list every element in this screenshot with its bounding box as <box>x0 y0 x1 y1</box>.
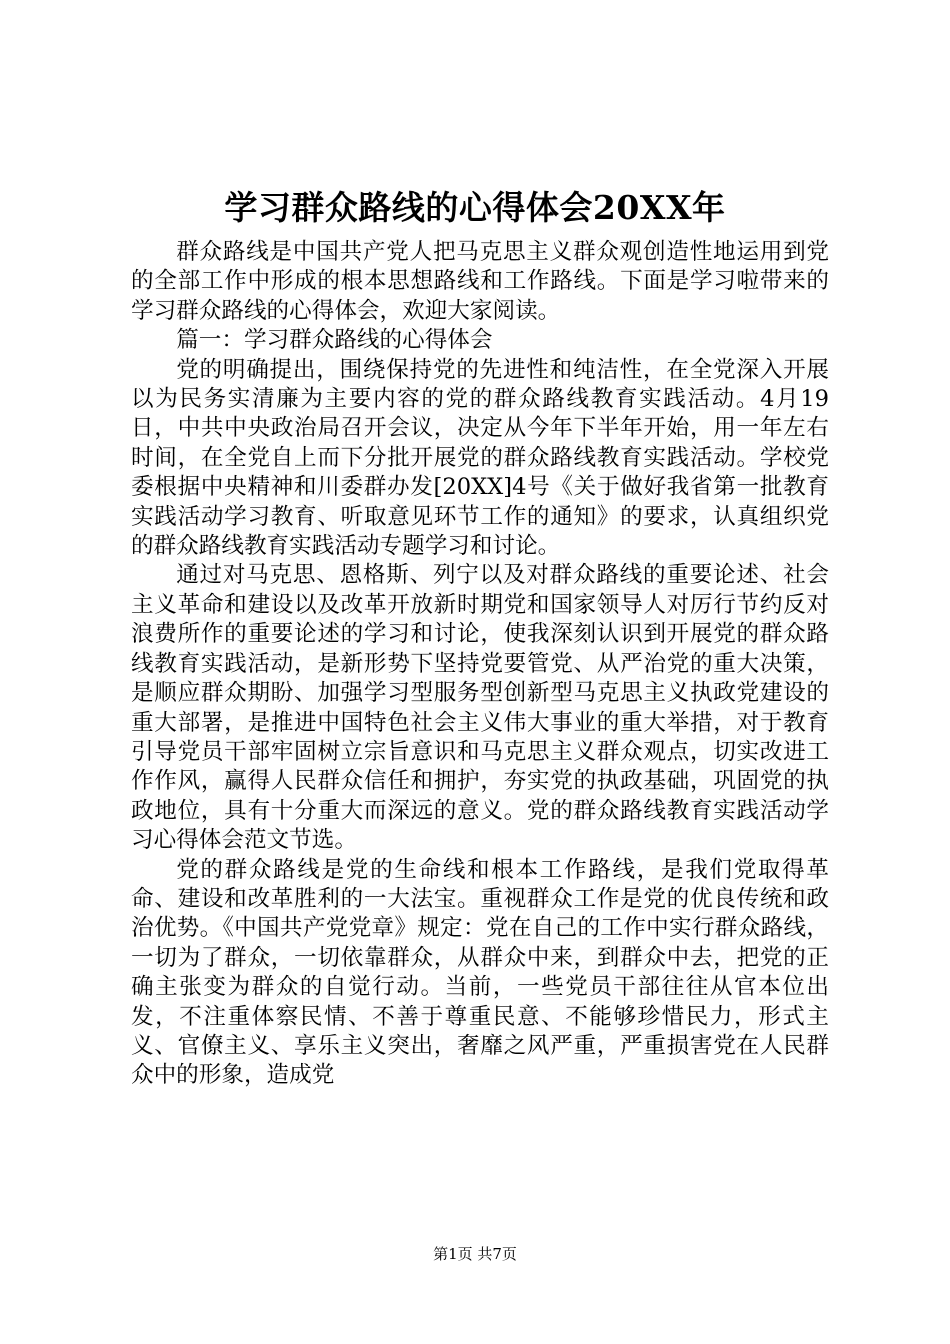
paragraph-1: 党的明确提出，围绕保持党的先进性和纯洁性，在全党深入开展以为民务实清廉为主要内容的党的群众路线教育实践活动。4月19日，中共中央政治局召开会议，决定从今年下半年开始，用一年左右时间，在全党自上而下分批开展党的群众路线教育实践活动。学校党委根据中央精神和川委群办发[20XX]4号《关于做好我省第一批教育实践活动学习教育、听取意见环节工作的通知》的要求，认真组织党的群众路线教育实践活动专题学习和讨论。 <box>131 356 829 560</box>
document-body <box>131 238 829 1091</box>
page-footer: 第1页 共7页 <box>433 1245 517 1263</box>
paragraph-3: 党的群众路线是党的生命线和根本工作路线，是我们党取得革命、建设和改革胜利的一大法宝。重视群众工作是党的优良传统和政治优势。《中国共产党党章》规定：党在自己的工作中实行群众路线，一切为了群众，一切依靠群众，从群众中来，到群众中去，把党的正确主张变为群众的自觉行动。当前，一些党员干部往往从官本位出发，不注重体察民情、不善于尊重民意、不能够珍惜民力，形式主义、官僚主义、享乐主义突出，奢靡之风严重，严重损害党在人民群众中的形象，造成党 <box>131 856 829 1089</box>
paragraph-2: 通过对马克思、恩格斯、列宁以及对群众路线的重要论述、社会主义革命和建设以及改革开放新时期党和国家领导人对厉行节约反对浪费所作的重要论述的学习和讨论，使我深刻认识到开展党的群众路线教育实践活动，是新形势下坚持党要管党、从严治党的重大决策，是顺应群众期盼、加强学习型服务型创新型马克思主义执政党建设的重大部署，是推进中国特色社会主义伟大事业的重大举措，对于教育引导党员干部牢固树立宗旨意识和马克思主义群众观点，切实改进工作作风，赢得人民群众信任和拥护，夯实党的执政基础，巩固党的执政地位，具有十分重大而深远的意义。党的群众路线教育实践活动学习心得体会范文节选。 <box>131 562 829 854</box>
section-heading: 篇一：学习群众路线的心得体会 <box>176 327 493 354</box>
paragraph-intro: 群众路线是中国共产党人把马克思主义群众观创造性地运用到党的全部工作中形成的根本思想路线和工作路线。下面是学习啦带来的学习群众路线的心得体会，欢迎大家阅读。 <box>131 239 829 324</box>
page-title: 学习群众路线的心得体会20XX年 <box>224 188 726 227</box>
